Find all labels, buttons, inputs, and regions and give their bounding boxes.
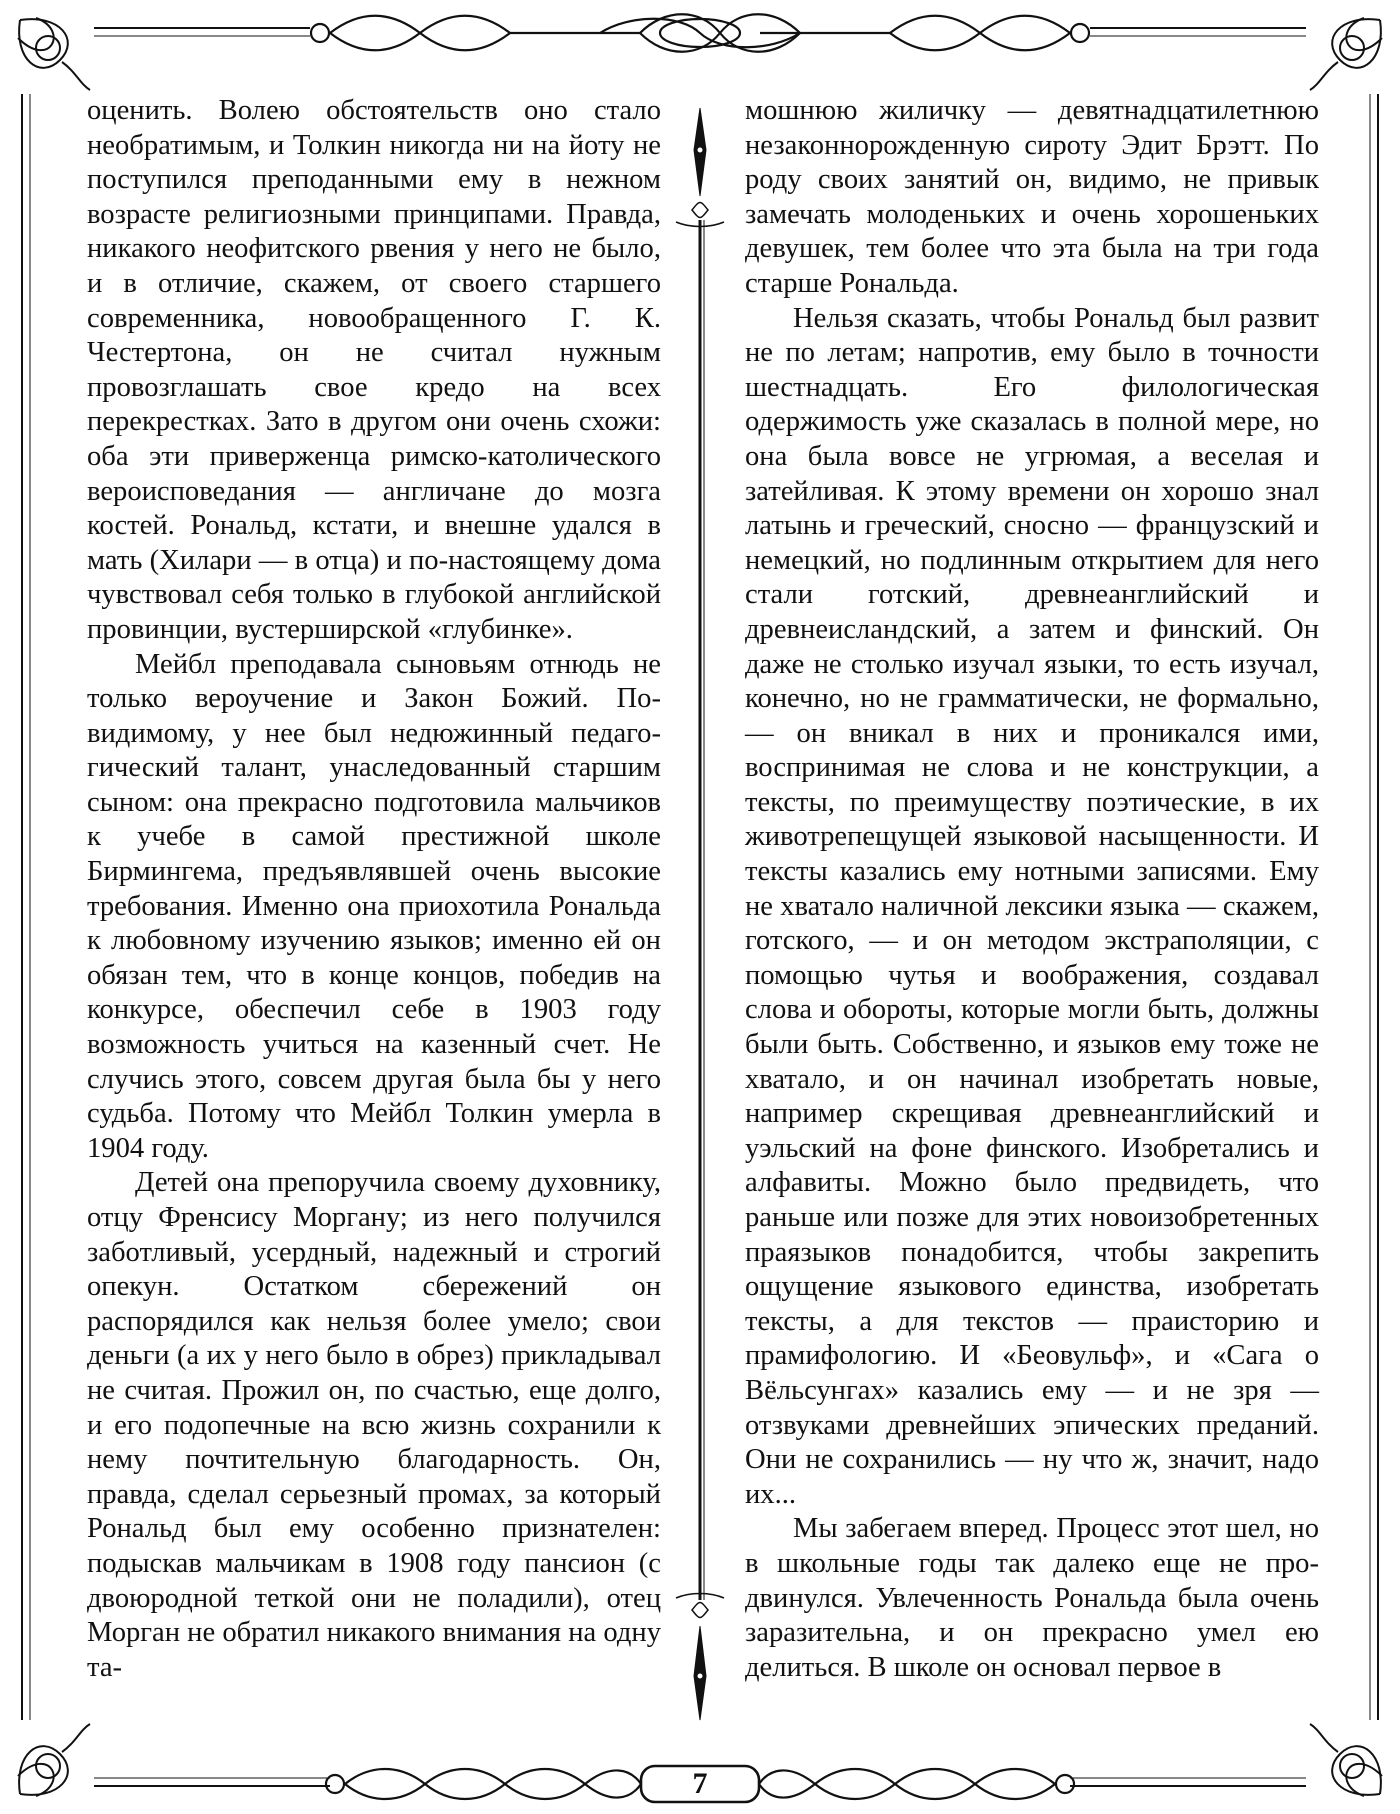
paragraph: Мы забегаем вперед. Процесс этот шел, но в школьные годы так далеко еще не продвинулся. Увлеченность Рональда была очень заразительна, и он прекрасно умел ею делиться. В школе он основал первое в <box>745 1513 1319 1683</box>
right-text-column <box>745 94 1319 1685</box>
column-divider <box>676 108 724 1720</box>
paragraph: оценить. Волею обстоятельств оно стало необратимым, и Толкин никогда ни на йоту не поступился преподанными ему в нежном возрасте религиозными принципами. Правда, никакого неофитского рвения у него не было, и в отличие, скажем, от своего старшего современника, новообращенного Г. К. Честертона, он не считал нужным провозглашать свое кредо на всех перекрестках. Зато в другом они очень схожи: оба эти приверженца римско-католического вероисповедания — англичане до мозга костей. Рональд, кстати, и внешне удался в мать (Хилари — в отца) и по-настоящему дома чувствовал себя только в глубокой английской провинции, вустерширской «глубинке». <box>87 95 661 645</box>
page-number: 7 <box>692 1767 708 1800</box>
paragraph: Мейбл преподавала сыновьям отнюдь не только вероучение и Закон Божий. Повидимому, у нее был недюжинный педагогический талант, унаследованный старшим сыном: она прекрасно подготовила мальчиков к учебе в самой престижной школе Бирмингема, предъявлявшей очень высокие требования. Именно она приохотила Рональда к любовному изучению языков; именно ей он обязан тем, что в конце концов, победив на конкурсе, обеспечил себе в 1903 году возможность учиться на казенный счет. Не случись этого, совсем другая была бы у него судьба. Потому что Мейбл Толкин умерла в 1904 году. <box>87 648 661 1164</box>
paragraph: Детей она препоручила своему духовнику, отцу Френсису Моргану; из него получился заботливый, усердный, надежный и строгий опекун. Остатком сбережений он распорядился как нельзя более умело; свои деньги (а их у него было в обрез) прикладывал не считая. Прожил он, по счастью, еще долго, и его подопечные на всю жизнь сохранили к нему почтительную благодарность. Он, правда, сделал серьезный промах, за который Рональд был ему особенно признателен: подыскав мальчикам в 1908 году пансион (с двоюродной теткой они не поладили), отец Морган не обратил никакого внимания на одну та- <box>87 1167 661 1683</box>
paragraph: Нельзя сказать, чтобы Рональд был развит не по летам; напротив, ему было в точности шестнадцать. Его филологическая одержимость уже сказалась в полной мере, но она была вовсе не угрюмая, а веселая и затейливая. К этому времени он хорошо знал латынь и греческий, сносно — французский и немецкий, но подлинным открытием для него стали готский, древнеанглийский и древнеисландский, а затем и финский. Он даже не столько изучал языки, то есть изучал, конечно, но не грамматически, не формально, — он вникал в них и проникался ими, воспринимая не слова и не конструкции, а тексты, по преимуществу поэтические, в их животрепещущей языковой насыщенности. И тексты казались ему нотными записями. Ему не хватало наличной лексики языка — скажем, готского, — и он методом экстраполяции, с помощью чутья и воображения, создавал слова и обороты, которые могли быть, должны были быть. Собственно, и языков ему тоже не хватало, и он начинал изобретать новые, например скрещивая древнеанглийский и уэльский на фоне финского. Изобретались и алфавиты. Можно было предвидеть, что раньше или позже для этих новоизобретенных праязыков понадобится, чтобы закрепить ощущение языкового единства, изобретать тексты, а для текстов — праисторию и прамифологию. И «Беовульф», и «Сага о Вёльсунгах» казались ему — и не зря — отзвуками древнейших эпических преданий. Они не сохранились — ну что ж, значит, надо их... <box>745 302 1319 1510</box>
paragraph: мошнюю жиличку — девятнадцатилетнюю незаконнорожденную сироту Эдит Брэтт. По роду своих занятий он, видимо, не привык замечать молоденьких и очень хорошеньких девушек, тем более что эта была на три года старше Рональда. <box>745 95 1319 299</box>
left-text-column <box>87 94 661 1685</box>
